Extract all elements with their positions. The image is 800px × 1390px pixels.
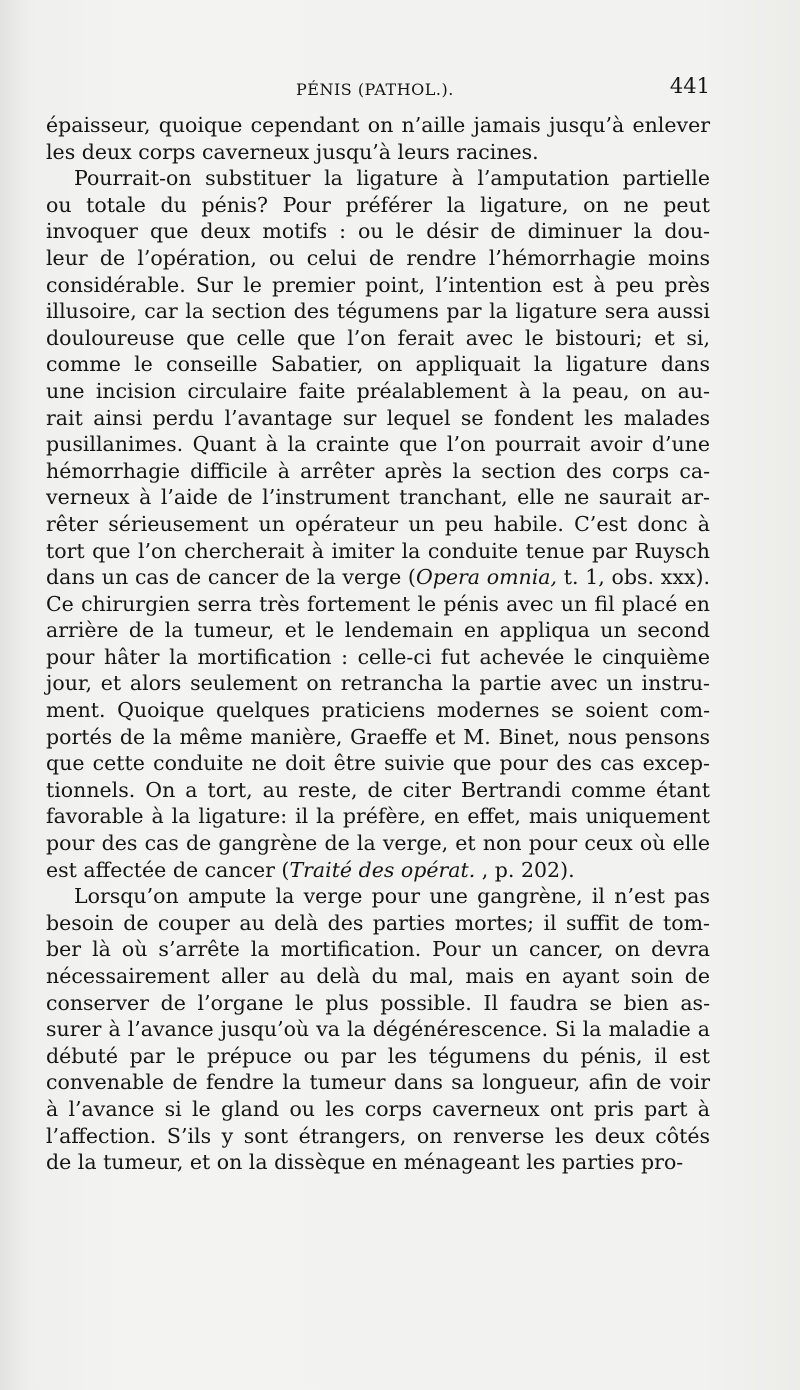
- text-line: [46, 405, 710, 432]
- text-segment: conserver de l’organe le plus possible. Il faudra se bien as-: [46, 990, 710, 1015]
- italic-citation: Opera omnia,: [415, 565, 558, 590]
- text-line: [46, 218, 710, 245]
- text-segment: jour, et alors seulement on retrancha la partie avec un instru-: [46, 671, 710, 696]
- text-line: [46, 1016, 710, 1043]
- text-segment: pusillanimes. Quant à la crainte que l’on pourrait avoir d’une: [46, 432, 710, 457]
- text-line: [46, 644, 710, 671]
- text-line: [46, 1123, 710, 1150]
- text-segment: une incision circulaire faite préalablement à la peau, on au-: [46, 378, 710, 403]
- running-head: PÉNIS (PATHOL.).: [296, 80, 454, 99]
- text-line: [46, 165, 710, 192]
- text-segment: Lorsqu’on ampute la verge pour une gangrène, il n’est pas: [74, 884, 710, 909]
- text-line: [46, 591, 710, 618]
- text-line: [46, 963, 710, 990]
- text-segment: arrière de la tumeur, et le lendemain en appliqua un second: [46, 618, 710, 643]
- text-segment: de la tumeur, et on la dissèque en ménageant les parties pro-: [46, 1150, 684, 1175]
- text-segment: ber là où s’arrête la mortification. Pour un cancer, on devra: [46, 937, 710, 962]
- text-line: [46, 670, 710, 697]
- text-line: [46, 910, 710, 937]
- text-segment: , p. 202).: [475, 857, 575, 882]
- text-segment: tort que l’on chercherait à imiter la conduite tenue par Ruysch: [46, 538, 710, 563]
- paragraph: [46, 883, 710, 1176]
- text-line: [46, 431, 710, 458]
- text-segment: convenable de fendre la tumeur dans sa longueur, afin de voir: [46, 1070, 710, 1095]
- text-line: [46, 1069, 710, 1096]
- text-segment: rêter sérieusement un opérateur un peu habile. C’est donc à: [46, 511, 710, 536]
- text-line: [46, 192, 710, 219]
- text-segment: douloureuse que celle que l’on ferait avec le bistouri; et si,: [46, 325, 710, 350]
- text-line: [46, 750, 710, 777]
- text-line: [46, 112, 710, 139]
- text-line: [46, 617, 710, 644]
- text-line: [46, 245, 710, 272]
- text-segment: tionnels. On a tort, au reste, de citer Bertrandi comme étant: [46, 777, 710, 802]
- text-segment: épaisseur, quoique cependant on n’aille jamais jusqu’à enlever: [46, 113, 710, 137]
- text-line: [46, 538, 710, 565]
- text-segment: favorable à la ligature: il la préfère, en effet, mais uniquement: [46, 804, 710, 829]
- text-line: [46, 351, 710, 378]
- text-segment: illusoire, car la section des tégumens par la ligature sera aussi: [46, 299, 710, 324]
- text-segment: l’affection. S’ils y sont étrangers, on renverse les deux côtés: [46, 1123, 710, 1148]
- text-line: [46, 777, 710, 804]
- text-line: [46, 936, 710, 963]
- text-line: [46, 1096, 710, 1123]
- text-line: [46, 990, 710, 1017]
- text-segment: t. 1, obs. xxx).: [557, 565, 710, 590]
- text-line: [46, 724, 710, 751]
- text-segment: portés de la même manière, Graeffe et M. Binet, nous pensons: [46, 724, 710, 749]
- text-segment: considérable. Sur le premier point, l’intention est à peu près: [46, 272, 710, 297]
- paragraph: [46, 112, 710, 165]
- text-segment: les deux corps caverneux jusqu’à leurs racines.: [46, 139, 539, 164]
- text-segment: besoin de couper au delà des parties mortes; il suffit de tom-: [46, 910, 710, 935]
- text-segment: pour hâter la mortification : celle-ci fut achevée le cinquième: [46, 644, 710, 669]
- text-line: [46, 298, 710, 325]
- text-segment: dans un cas de cancer de la verge (: [46, 565, 416, 590]
- text-segment: invoquer que deux motifs : ou le désir de diminuer la dou-: [46, 219, 710, 244]
- text-segment: ou totale du pénis? Pour préférer la ligature, on ne peut: [46, 192, 710, 217]
- paragraph: [46, 165, 710, 883]
- text-line: [46, 803, 710, 830]
- text-segment: débuté par le prépuce ou par les tégumens du pénis, il est: [46, 1043, 710, 1068]
- text-line: [46, 458, 710, 485]
- text-line: [46, 484, 710, 511]
- page-number: 441: [669, 74, 710, 98]
- text-line: [46, 697, 710, 724]
- text-line: [46, 1149, 710, 1176]
- text-segment: verneux à l’aide de l’instrument tranchant, elle ne saurait ar-: [46, 485, 710, 510]
- text-line: [46, 511, 710, 538]
- text-segment: Ce chirurgien serra très fortement le pénis avec un fil placé en: [46, 591, 710, 616]
- text-line: [46, 857, 710, 884]
- text-line: [46, 1043, 710, 1070]
- text-segment: leur de l’opération, ou celui de rendre l’hémorrhagie moins: [46, 245, 710, 270]
- text-line: [46, 325, 710, 352]
- body-text: [46, 112, 710, 1176]
- italic-citation: Traité des opérat.: [289, 857, 476, 882]
- text-line: [46, 830, 710, 857]
- text-line: [46, 272, 710, 299]
- text-segment: surer à l’avance jusqu’où va la dégénérescence. Si la maladie a: [46, 1017, 710, 1042]
- text-segment: ment. Quoique quelques praticiens modernes se soient com-: [46, 698, 710, 723]
- text-line: [46, 883, 710, 910]
- page-header: [46, 74, 710, 104]
- text-line: [46, 564, 710, 591]
- text-segment: Pourrait-on substituer la ligature à l’amputation partielle: [74, 166, 710, 191]
- text-line: [46, 378, 710, 405]
- text-segment: à l’avance si le gland ou les corps caverneux ont pris part à: [46, 1096, 710, 1121]
- text-segment: que cette conduite ne doit être suivie que pour des cas excep-: [46, 751, 710, 776]
- text-segment: est affectée de cancer (: [46, 857, 290, 882]
- text-segment: hémorrhagie difficile à arrêter après la section des corps ca-: [46, 458, 710, 483]
- text-segment: rait ainsi perdu l’avantage sur lequel se fondent les malades: [46, 405, 710, 430]
- text-segment: pour des cas de gangrène de la verge, et non pour ceux où elle: [46, 831, 710, 856]
- text-segment: comme le conseille Sabatier, on appliquait la ligature dans: [46, 352, 710, 377]
- text-segment: nécessairement aller au delà du mal, mais en ayant soin de: [46, 964, 710, 988]
- text-line: [46, 139, 710, 166]
